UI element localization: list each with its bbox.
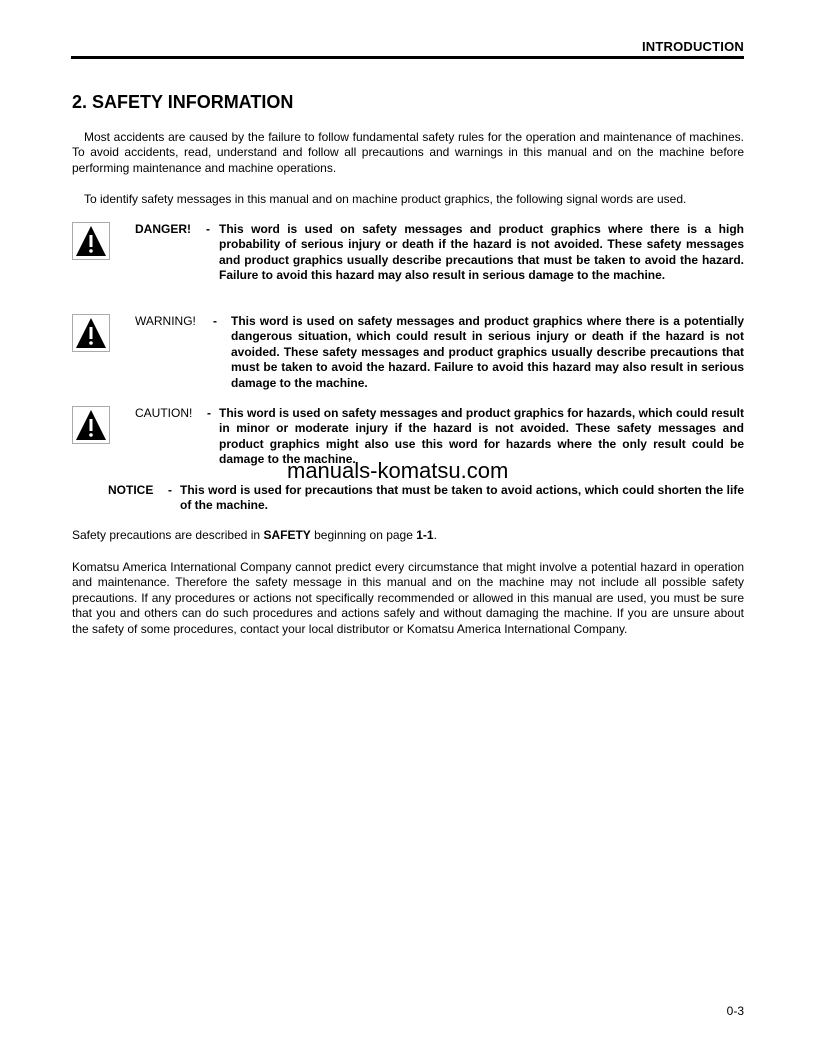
signal-separator: -: [207, 406, 211, 420]
signal-text: This word is used on safety messages and product graphics for hazards, which could result in minor or moderate injury if the hazard is not avoided. These safety messages and product graphics might also use this word for hazards where the only result could be damage to the machine.: [219, 406, 744, 467]
signal-label: CAUTION!: [135, 406, 193, 420]
signal-label: NOTICE: [108, 483, 154, 497]
page-title: 2. SAFETY INFORMATION: [72, 92, 294, 112]
safety-ref-suffix: .: [433, 528, 437, 542]
signal-words-intro: To identify safety messages in this manual and on machine product graphics, the following signal words are used.: [84, 192, 687, 206]
signal-separator: -: [213, 314, 217, 328]
safety-section-link: SAFETY: [263, 528, 311, 542]
safety-ref-middle: beginning on page: [310, 528, 417, 542]
watermark: manuals-komatsu.com: [287, 458, 509, 483]
header-section-label: INTRODUCTION: [641, 39, 744, 54]
page-number: 0-3: [726, 1004, 744, 1018]
header-rule: [71, 56, 744, 59]
safety-ref-prefix: Safety precautions are described in: [72, 528, 264, 542]
signal-text: This word is used on safety messages and product graphics where there is a high probability of serious injury or death if the hazard is not avoided. These safety messages and product graphics usually describe precautions that must be taken to avoid the hazard. Failure to avoid this hazard may also result in serious damage to the machine.: [219, 222, 744, 283]
page-reference: 1-1: [416, 528, 434, 542]
intro-paragraph: Most accidents are caused by the failure to follow fundamental safety rules for the operation and maintenance of machines. To avoid accidents, read, understand and follow all precautions and warnings in this manual and on the machine before performing maintenance and machine operations.: [72, 130, 744, 175]
warning-triangle-icon: [72, 314, 110, 352]
warning-triangle-icon: [72, 222, 110, 260]
signal-label: WARNING!: [135, 314, 196, 328]
signal-separator: -: [168, 483, 172, 497]
signal-label: DANGER!: [135, 222, 191, 236]
safety-reference: [72, 528, 744, 543]
signal-text: This word is used for precautions that must be taken to avoid actions, which could shorten the life of the machine.: [180, 483, 744, 513]
signal-text: This word is used on safety messages and product graphics where there is a potentially dangerous situation, which could result in serious injury or death if the hazard is not avoided. These safety messages and product graphics usually describe precautions that must be taken to avoid the hazard. Failure to avoid this hazard may also result in serious damage to the machine.: [231, 314, 744, 390]
disclaimer-paragraph: Komatsu America International Company cannot predict every circumstance that might involve a potential hazard in operation and maintenance. Therefore the safety message in this manual and on the machine may not include all possible safety precautions. If any procedures or actions not specifically recommended or allowed in this manual are used, you must be sure that you and others can do such procedures and actions safely and without damaging the machine. If you are unsure about the safety of some procedures, contact your local distributor or Komatsu America International Company.: [72, 560, 744, 636]
warning-triangle-icon: [72, 406, 110, 444]
signal-separator: -: [206, 222, 210, 236]
